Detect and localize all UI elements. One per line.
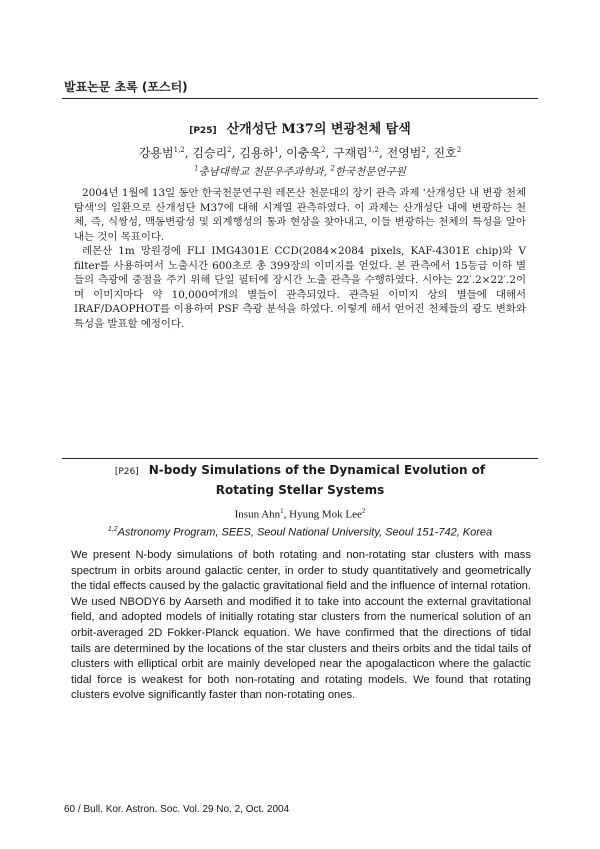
abstract-paragraph: 레몬산 1m 망원경에 FLI IMG4301E CCD(2084×2084 pixels, KAF-4301E chip)와 V filter를 사용하여서 노출시간 600초로 총 399장의 이미지를 얻었다. 본 관측에서 15등급 이하 별들의 측광에 중점을 주기 위해 단일 필터에 장시간 노출 관측을 수행하였다. 시야는 22′.2×22′.2이며 이미지마다 약 10,000여개의 별들이 관측되었다. 관측된 이미지 상의 별들에 대해서 IRAF/DAOPHOT를 이용하여 PSF 측광 분석을 하였다. 이렇게 해서 얻어진 천체들의 광도 변화와 특성을 발표할 예정이다.	[74, 245, 526, 330]
author: 진호	[433, 146, 457, 160]
abstract-paragraph: 2004년 1월에 13일 동안 한국천문연구원 레몬산 천문대의 장기 관측 과제 '산개성단 내 변광 천체 탐색'의 일환으로 산개성단 M37에 대해 시계열 관측하였다. 이 과제는 산개성단 내에 변광하는 천체, 즉, 식쌍성, 맥동변광성 및 외계행성의 통과 현상을 찾아내고, 이들 변광하는 천체의 특성을 알아내는 것이 목표이다.	[74, 187, 526, 243]
paper2-affiliation: $^{1,2}$Astronomy Program, SEES, Seoul National University, Seoul 151-742, Korea	[107, 526, 493, 539]
paper2-title-line1: N-body Simulations of the Dynamical Evolution of	[148, 463, 486, 477]
author: 전영범	[386, 146, 422, 160]
author: 김승리	[192, 146, 228, 160]
affiliation: 충남대학교 천문우주과학과	[198, 166, 324, 178]
paper1-affiliations: $^1$충남대학교 천문우주과학과, $^2$한국천문연구원	[194, 164, 406, 178]
paper2-title-line2: Rotating Stellar Systems	[215, 483, 385, 497]
abstract-paragraph: We present N-body simulations of both rotating and non-rotating star clusters with mass spectrum in orbits around galactic center, in order to study quantitatively and geometrically the tidal effects caused by the galactic gravitational field and the influence of internal rotation. We used NBODY6 by Aarseth and modified it to take into account the external gravitational field, and adopted models of initially rotating star clusters from the numerical solution of an orbit-averaged 2D Fokker-Planck equation. We have confirmed that the directions of tidal tails are determined by the locations of the star clusters and theirs orbits and the tidal tails of clusters with elliptical orbit are mainly developed near the apogalacticon where the galactic tidal force is weakest for both non-rotating and rotating models. We found that rotating clusters evolve significantly faster than non-rotating ones.	[71, 549, 532, 702]
middle-rule	[62, 458, 538, 459]
paper2-authors: Insun Ahn$^1$, Hyung Mok Lee$^2$	[234, 507, 366, 521]
paper1-title: 산개성단 M37의 변광천체 탐색	[226, 122, 411, 137]
author: Insun Ahn	[234, 508, 281, 521]
paper2-code: [P26]	[114, 467, 139, 477]
author: Hyung Mok Lee	[289, 508, 362, 521]
section-header: 발표논문 초록 (포스터)	[64, 80, 188, 94]
paper2-abstract	[71, 548, 531, 704]
paper1-code: [P25]	[189, 126, 217, 136]
author: 김용하	[239, 146, 275, 160]
affiliation: 한국천문연구원	[334, 166, 406, 178]
paper2-title-block	[0, 461, 600, 499]
paper1-authors: 강용범$^{1,2}$, 김승리$^2$, 김용하$^1$, 이충욱$^2$, 구재림$^{1,2}$, 전영범$^2$, 진호$^2$	[138, 146, 462, 160]
paper1-abstract	[74, 186, 526, 331]
author: 구재림	[333, 146, 368, 160]
page-footer: 60 / Bull. Kor. Astron. Soc. Vol. 29 No. 2, Oct. 2004	[64, 804, 290, 815]
top-rule	[62, 98, 538, 99]
paper1-title-line	[0, 118, 600, 137]
author: 강용범	[138, 146, 174, 160]
author: 이충욱	[286, 146, 321, 160]
